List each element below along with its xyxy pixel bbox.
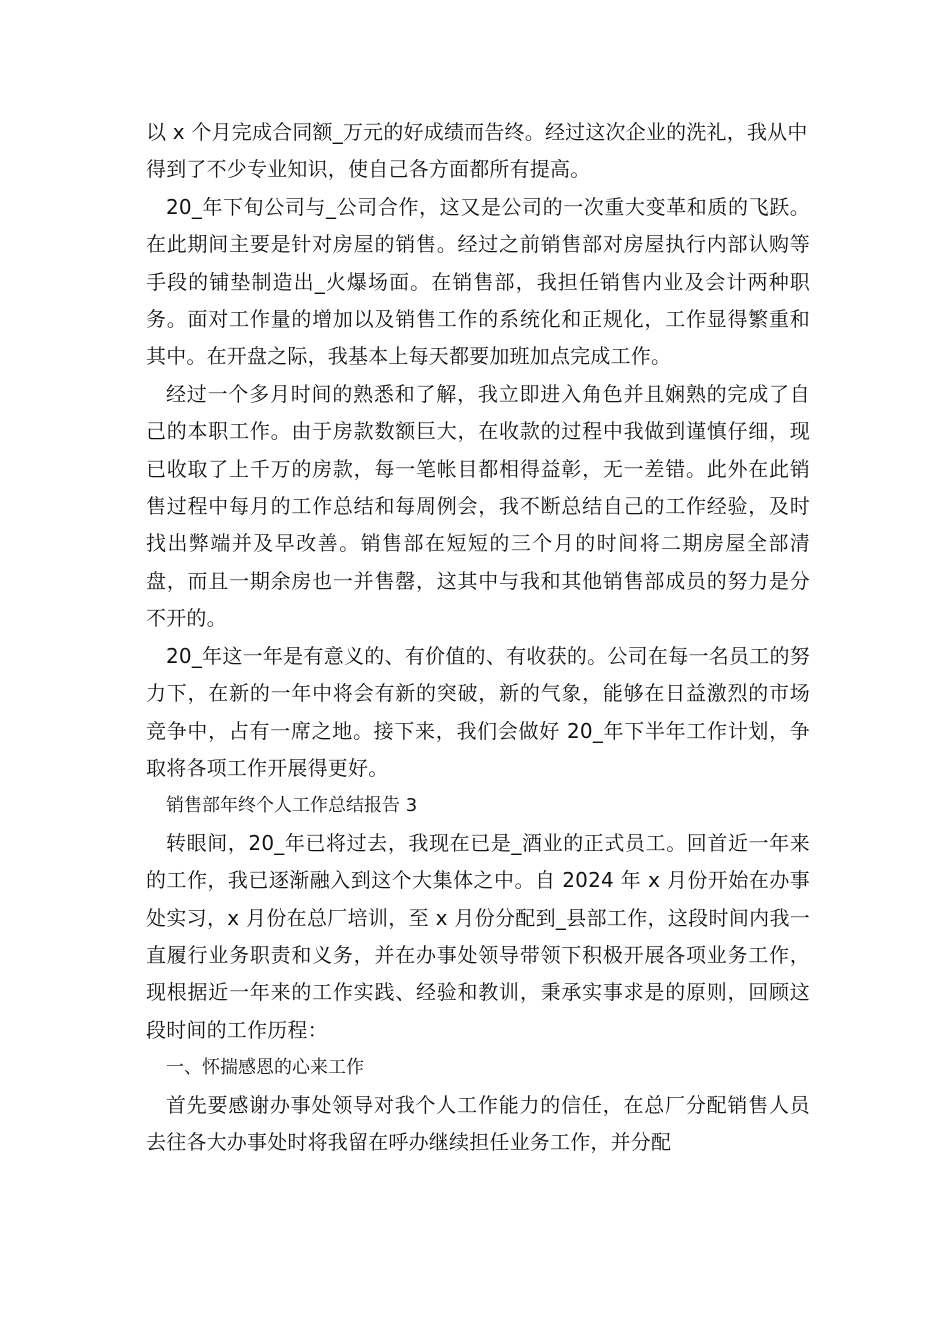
section-heading-gratitude: 一、怀揣感恩的心来工作 xyxy=(166,1057,364,1079)
document-body xyxy=(146,114,810,1161)
paragraph-year-summary: 20_年这一年是有意义的、有价值的、有收获的。公司在每一名员工的努力下，在新的一年中将会有新的突破，新的气象，能够在日益激烈的市场竞争中，占有一席之地。接下来，我们会做好 20_年下半年工作计划，争取将各项工作开展得更好。 xyxy=(146,643,810,780)
section-heading-report-3: 销售部年终个人工作总结报告 3 xyxy=(166,795,418,817)
paragraph-thanks: 首先要感谢办事处领导对我个人工作能力的信任，在总厂分配销售人员去往各大办事处时将我留在呼办继续担任业务工作，并分配 xyxy=(146,1092,810,1154)
paragraph-continuation: 以 x 个月完成合同额_万元的好成绩而告终。经过这次企业的洗礼，我从中得到了不少专业知识，使自己各方面都所有提高。 xyxy=(146,120,808,182)
paragraph-wine-company: 转眼间，20_年已将过去，我现在已是_酒业的正式员工。回首近一年来的工作，我已逐渐融入到这个大集体之中。自 2024 年 x 月份开始在办事处实习，x 月份在总厂培训，至 x 月份分配到_县部工作，这段时间内我一直履行业务职责和义务，并在办事处领导带领下积极开展各项业务工作，现根据近一年来的工作实践、经验和教训，秉承实事求是的原则，回顾这段时间的工作历程： xyxy=(146,830,810,1042)
paragraph-familiarization: 经过一个多月时间的熟悉和了解，我立即进入角色并且娴熟的完成了自己的本职工作。由于房款数额巨大，在收款的过程中我做到谨慎仔细，现已收取了上千万的房款，每一笔帐目都相得益彰，无一差错。此外在此销售过程中每月的工作总结和每周例会，我不断总结自己的工作经验，及时找出弊端并及早改善。销售部在短短的三个月的时间将二期房屋全部清盘，而且一期余房也一并售罄，这其中与我和其他销售部成员的努力是分不开的。 xyxy=(146,381,810,631)
paragraph-cooperation: 20_年下旬公司与_公司合作，这又是公司的一次重大变革和质的飞跃。在此期间主要是针对房屋的销售。经过之前销售部对房屋执行内部认购等手段的铺垫制造出_火爆场面。在销售部，我担任销售内业及会计两种职务。面对工作量的增加以及销售工作的系统化和正规化，工作显得繁重和其中。在开盘之际，我基本上每天都要加班加点完成工作。 xyxy=(146,194,810,369)
